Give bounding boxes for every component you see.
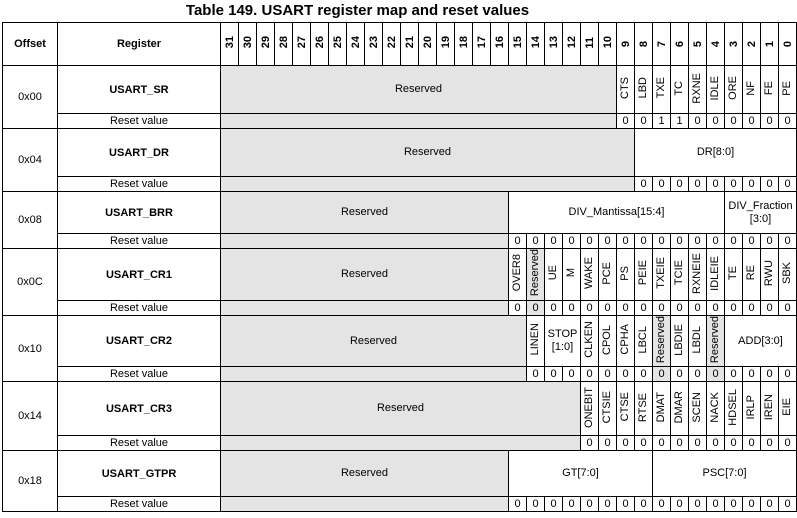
reset-bit-value: 0: [779, 177, 797, 192]
reset-bit-value: 0: [581, 497, 599, 512]
bit-field: M: [563, 249, 581, 301]
reset-bit-value: 0: [563, 301, 581, 316]
reset-value-label: Reset value: [58, 177, 221, 192]
offset-header: Offset: [3, 23, 58, 66]
reset-bit-value: 0: [689, 234, 707, 249]
bit-field: RWU: [761, 249, 779, 301]
reset-bit-value: 0: [599, 367, 617, 382]
reset-bit-value: 0: [779, 367, 797, 382]
bit-header: 4: [707, 23, 725, 66]
bit-header: 7: [653, 23, 671, 66]
reset-bit-value: 0: [725, 367, 743, 382]
reset-bit-value: 0: [635, 436, 653, 451]
reset-bit-value: 0: [671, 177, 689, 192]
reset-bit-value: 0: [617, 301, 635, 316]
reserved-field: Reserved: [653, 316, 671, 367]
reset-bit-value: 1: [653, 114, 671, 129]
register-offset: 0x04: [3, 129, 58, 192]
bit-field: TXEIE: [653, 249, 671, 301]
reset-value-row: [3, 301, 797, 316]
reset-bit-value: 0: [725, 177, 743, 192]
bit-field: DR[8:0]: [635, 129, 797, 177]
reserved-reset: [221, 114, 617, 129]
bit-field: CLKEN: [581, 316, 599, 367]
table-title: Table 149. USART register map and reset values: [185, 2, 530, 19]
reset-bit-value: 0: [761, 114, 779, 129]
reset-bit-value: 0: [725, 301, 743, 316]
header-row: [3, 23, 797, 66]
reset-bit-value: 0: [725, 234, 743, 249]
reset-bit-value: 0: [671, 497, 689, 512]
reset-bit-value: 0: [563, 367, 581, 382]
reset-bit-value: 0: [635, 301, 653, 316]
bit-field: WAKE: [581, 249, 599, 301]
bit-field: TCIE: [671, 249, 689, 301]
bit-field: RXNE: [689, 66, 707, 114]
bit-header: 18: [455, 23, 473, 66]
reserved-field: Reserved: [707, 316, 725, 367]
reset-bit-value: 0: [581, 367, 599, 382]
reset-bit-value: 0: [545, 234, 563, 249]
bit-field: IRLP: [743, 382, 761, 436]
reset-bit-value: 0: [653, 301, 671, 316]
bit-field: IREN: [761, 382, 779, 436]
register-row: [3, 66, 797, 114]
reset-bit-value: 0: [743, 114, 761, 129]
register-name: USART_CR2: [58, 316, 221, 367]
bit-header: 8: [635, 23, 653, 66]
register-row: [3, 382, 797, 436]
bit-field: SBK: [779, 249, 797, 301]
reset-value-label: Reset value: [58, 301, 221, 316]
reset-bit-value: 0: [653, 436, 671, 451]
bit-field: CPOL: [599, 316, 617, 367]
reset-bit-value: 0: [761, 234, 779, 249]
register-offset: 0x00: [3, 66, 58, 129]
reset-bit-value: 0: [743, 497, 761, 512]
bit-field: PS: [617, 249, 635, 301]
reset-bit-value: 0: [743, 436, 761, 451]
reset-bit-value: 0: [689, 301, 707, 316]
bit-field: RTSE: [635, 382, 653, 436]
reset-value-row: [3, 177, 797, 192]
register-body: [3, 66, 797, 512]
reset-bit-value: 0: [743, 367, 761, 382]
bit-header: 22: [383, 23, 401, 66]
bit-field: SCEN: [689, 382, 707, 436]
reset-bit-value: 0: [581, 436, 599, 451]
reset-value-row: [3, 367, 797, 382]
bit-field: FE: [761, 66, 779, 114]
bit-field: TXE: [653, 66, 671, 114]
reserved-reset: [221, 234, 509, 249]
reset-bit-value: 0: [653, 497, 671, 512]
reset-value-label: Reset value: [58, 367, 221, 382]
bit-header: 30: [239, 23, 257, 66]
reset-bit-value: 0: [779, 497, 797, 512]
bit-field: LBDIE: [671, 316, 689, 367]
reset-bit-value: 0: [545, 301, 563, 316]
reset-bit-value: 0: [725, 497, 743, 512]
reset-bit-value: 0: [509, 234, 527, 249]
register-name: USART_DR: [58, 129, 221, 177]
bit-field: PEIE: [635, 249, 653, 301]
reset-bit-value: 0: [779, 234, 797, 249]
reset-bit-value: 0: [707, 177, 725, 192]
reset-value-row: [3, 114, 797, 129]
reset-bit-value: 0: [707, 234, 725, 249]
reset-bit-value: 0: [671, 436, 689, 451]
bit-field: LINEN: [527, 316, 545, 367]
reserved-field: Reserved: [527, 249, 545, 301]
register-offset: 0x0C: [3, 249, 58, 316]
bit-field: LBCL: [635, 316, 653, 367]
bit-field: HDSEL: [725, 382, 743, 436]
register-name: USART_GTPR: [58, 451, 221, 497]
reset-value-row: [3, 234, 797, 249]
bit-field: DMAR: [671, 382, 689, 436]
reset-bit-value: 0: [671, 301, 689, 316]
reset-bit-value: 0: [671, 367, 689, 382]
bit-field: LBDL: [689, 316, 707, 367]
reset-bit-value: 0: [617, 497, 635, 512]
register-name: USART_BRR: [58, 192, 221, 234]
reset-bit-value: 1: [671, 114, 689, 129]
bit-header: 3: [725, 23, 743, 66]
reset-bit-value: 0: [635, 114, 653, 129]
reserved-field: Reserved: [221, 316, 527, 367]
bit-header: 23: [365, 23, 383, 66]
bit-header: 0: [779, 23, 797, 66]
reset-bit-value: 0: [599, 234, 617, 249]
register-offset: 0x14: [3, 382, 58, 451]
reset-bit-value: 0: [761, 436, 779, 451]
reserved-field: Reserved: [221, 129, 635, 177]
reset-bit-value: 0: [599, 497, 617, 512]
reset-bit-value: 0: [563, 497, 581, 512]
reserved-field: Reserved: [221, 66, 617, 114]
bit-field: DIV_Mantissa[15:4]: [509, 192, 725, 234]
reset-bit-value: 0: [725, 436, 743, 451]
register-row: [3, 451, 797, 497]
bit-header: 21: [401, 23, 419, 66]
reset-bit-value: 0: [743, 177, 761, 192]
reset-bit-value: 0: [527, 234, 545, 249]
register-header: Register: [58, 23, 221, 66]
register-name: USART_CR1: [58, 249, 221, 301]
bit-field: RXNEIE: [689, 249, 707, 301]
reset-value-label: Reset value: [58, 497, 221, 512]
bit-header: 29: [257, 23, 275, 66]
register-name: USART_SR: [58, 66, 221, 114]
reset-bit-value: 0: [671, 234, 689, 249]
reset-bit-value: 0: [581, 301, 599, 316]
reset-bit-value: 0: [779, 301, 797, 316]
reset-bit-value: 0: [527, 367, 545, 382]
bit-header: 15: [509, 23, 527, 66]
reset-bit-value: 0: [527, 497, 545, 512]
reset-bit-value: 0: [689, 177, 707, 192]
reset-bit-value: 0: [653, 177, 671, 192]
bit-field: DIV_Fraction [3:0]: [725, 192, 797, 234]
bit-field: STOP [1:0]: [545, 316, 581, 367]
reset-bit-value: 0: [635, 177, 653, 192]
reset-bit-value: 0: [779, 114, 797, 129]
bit-header: 25: [329, 23, 347, 66]
register-offset: 0x10: [3, 316, 58, 382]
bit-header: 11: [581, 23, 599, 66]
bit-field: CTSE: [617, 382, 635, 436]
reserved-field: Reserved: [221, 451, 509, 497]
bit-header: 2: [743, 23, 761, 66]
register-row: [3, 316, 797, 367]
bit-field: DMAT: [653, 382, 671, 436]
bit-field: NACK: [707, 382, 725, 436]
reset-bit-value: 0: [527, 301, 545, 316]
reset-bit-value: 0: [635, 497, 653, 512]
bit-field: NF: [743, 66, 761, 114]
reset-bit-value: 0: [617, 114, 635, 129]
bit-field: ORE: [725, 66, 743, 114]
reset-bit-value: 0: [689, 497, 707, 512]
reset-bit-value: 0: [689, 367, 707, 382]
reset-bit-value: 0: [779, 436, 797, 451]
bit-field: EIE: [779, 382, 797, 436]
register-map-table: [2, 22, 797, 512]
reset-bit-value: 0: [635, 367, 653, 382]
register-name: USART_CR3: [58, 382, 221, 436]
reset-bit-value: 0: [509, 497, 527, 512]
reset-bit-value: 0: [509, 301, 527, 316]
bit-field: PSC[7:0]: [653, 451, 797, 497]
reserved-field: Reserved: [221, 382, 581, 436]
reset-bit-value: 0: [743, 301, 761, 316]
bit-header: 12: [563, 23, 581, 66]
bit-header: 31: [221, 23, 239, 66]
reset-bit-value: 0: [599, 301, 617, 316]
reset-bit-value: 0: [545, 367, 563, 382]
bit-header: 17: [473, 23, 491, 66]
bit-field: PCE: [599, 249, 617, 301]
reset-bit-value: 0: [761, 301, 779, 316]
bit-field: GT[7:0]: [509, 451, 653, 497]
bit-header: 9: [617, 23, 635, 66]
reset-bit-value: 0: [761, 497, 779, 512]
reset-bit-value: 0: [743, 234, 761, 249]
register-row: [3, 249, 797, 301]
reset-bit-value: 0: [617, 234, 635, 249]
reset-value-label: Reset value: [58, 234, 221, 249]
bit-header: 24: [347, 23, 365, 66]
bit-header: 16: [491, 23, 509, 66]
reserved-reset: [221, 367, 527, 382]
bit-field: OVER8: [509, 249, 527, 301]
reset-bit-value: 0: [617, 436, 635, 451]
reset-bit-value: 0: [635, 234, 653, 249]
reset-bit-value: 0: [617, 367, 635, 382]
reset-bit-value: 0: [761, 177, 779, 192]
bit-header: 26: [311, 23, 329, 66]
reset-bit-value: 0: [725, 114, 743, 129]
bit-header: 5: [689, 23, 707, 66]
reset-bit-value: 0: [599, 436, 617, 451]
bit-header: 1: [761, 23, 779, 66]
reset-bit-value: 0: [653, 367, 671, 382]
bit-field: IDLE: [707, 66, 725, 114]
reserved-reset: [221, 177, 635, 192]
bit-header: 10: [599, 23, 617, 66]
reset-bit-value: 0: [707, 497, 725, 512]
reset-bit-value: 0: [761, 367, 779, 382]
reset-bit-value: 0: [707, 367, 725, 382]
bit-field: RE: [743, 249, 761, 301]
bit-header: 19: [437, 23, 455, 66]
reset-bit-value: 0: [689, 436, 707, 451]
reserved-field: Reserved: [221, 249, 509, 301]
reset-value-row: [3, 497, 797, 512]
bit-header: 27: [293, 23, 311, 66]
reset-bit-value: 0: [653, 234, 671, 249]
bit-field: PE: [779, 66, 797, 114]
reserved-reset: [221, 497, 509, 512]
reset-bit-value: 0: [707, 301, 725, 316]
reset-bit-value: 0: [707, 436, 725, 451]
bit-header: 13: [545, 23, 563, 66]
reserved-reset: [221, 436, 581, 451]
bit-field: TE: [725, 249, 743, 301]
reset-value-label: Reset value: [58, 114, 221, 129]
register-row: [3, 129, 797, 177]
bit-header: 14: [527, 23, 545, 66]
reserved-reset: [221, 301, 509, 316]
bit-field: CPHA: [617, 316, 635, 367]
register-offset: 0x08: [3, 192, 58, 249]
bit-field: IDLEIE: [707, 249, 725, 301]
register-offset: 0x18: [3, 451, 58, 512]
bit-field: ONEBIT: [581, 382, 599, 436]
bit-field: LBD: [635, 66, 653, 114]
bit-header: 28: [275, 23, 293, 66]
bit-header: 20: [419, 23, 437, 66]
bit-field: CTSIE: [599, 382, 617, 436]
bit-field: ADD[3:0]: [725, 316, 797, 367]
reset-value-label: Reset value: [58, 436, 221, 451]
reserved-field: Reserved: [221, 192, 509, 234]
reset-bit-value: 0: [707, 114, 725, 129]
bit-field: TC: [671, 66, 689, 114]
reset-value-row: [3, 436, 797, 451]
bit-field: UE: [545, 249, 563, 301]
reset-bit-value: 0: [581, 234, 599, 249]
reset-bit-value: 0: [689, 114, 707, 129]
reset-bit-value: 0: [563, 234, 581, 249]
register-row: [3, 192, 797, 234]
reset-bit-value: 0: [545, 497, 563, 512]
bit-header: 6: [671, 23, 689, 66]
bit-field: CTS: [617, 66, 635, 114]
